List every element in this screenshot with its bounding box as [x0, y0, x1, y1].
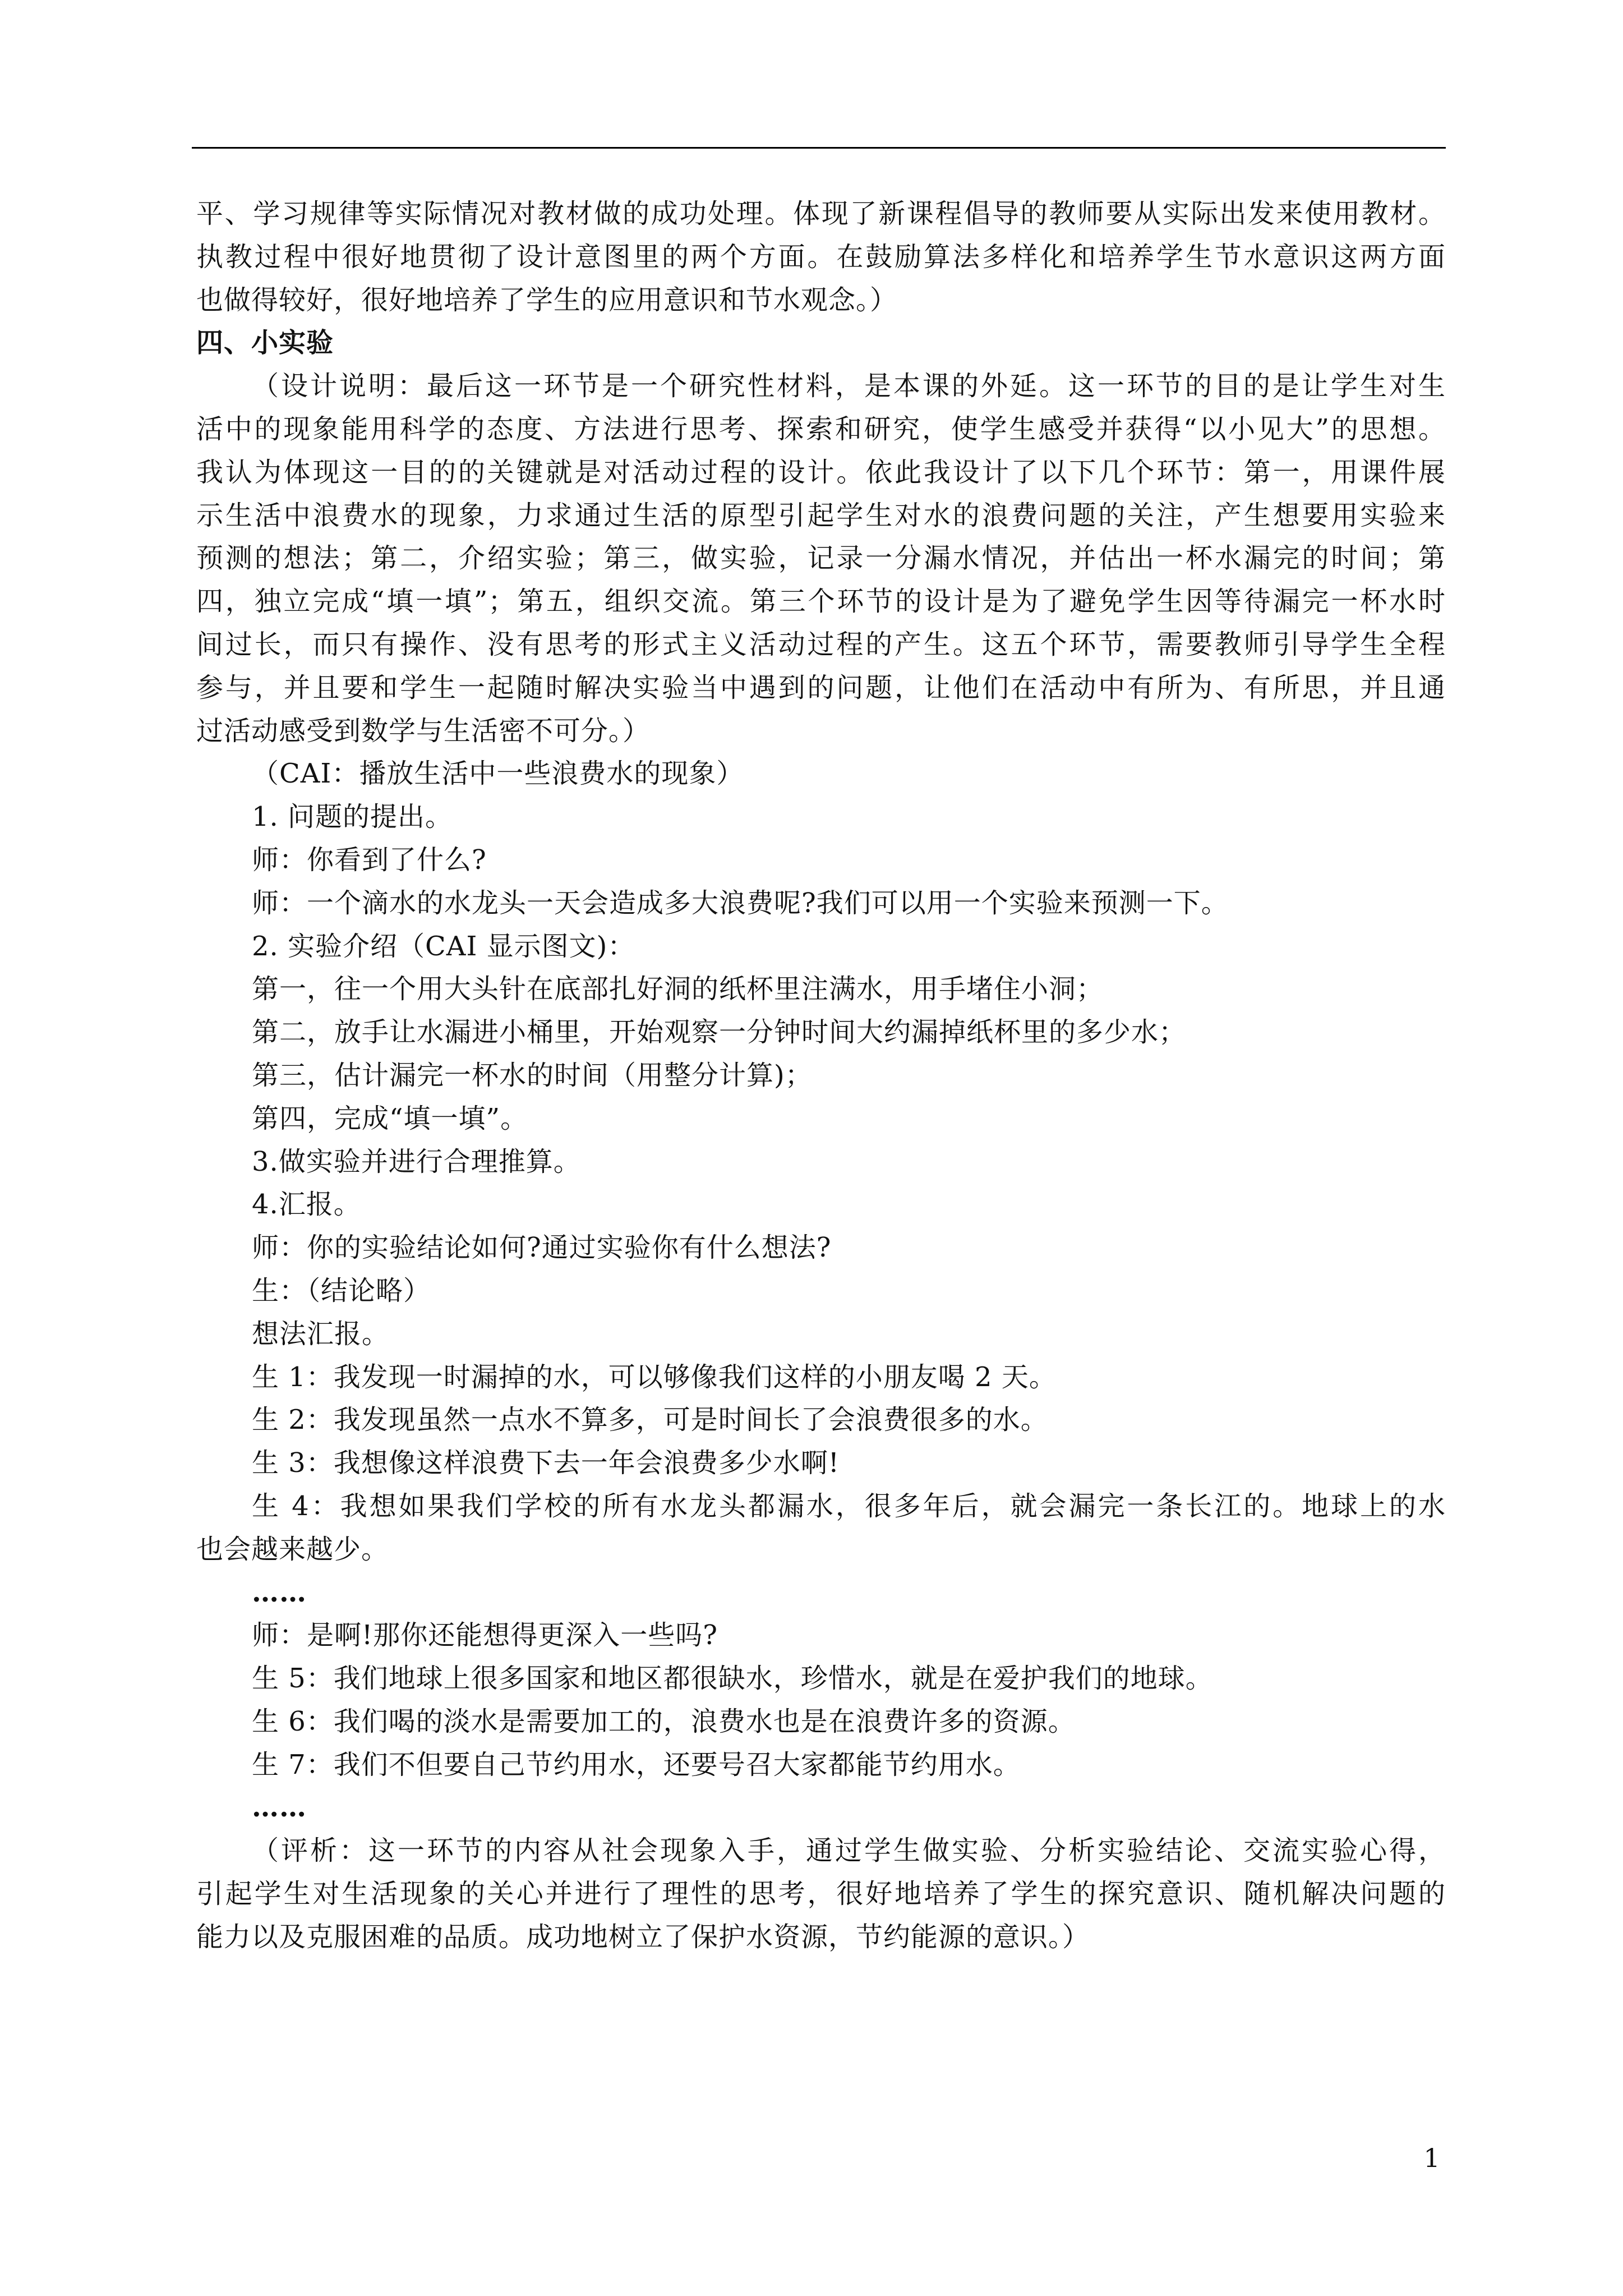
- text-line: 生 1：我发现一时漏掉的水，可以够像我们这样的小朋友喝 2 天。: [252, 1361, 1057, 1393]
- text-line: 生 4：我想如果我们学校的所有水龙头都漏水，很多年后，就会漏完一条长江的。地球上的水: [252, 1490, 1446, 1522]
- text-line: 师：你的实验结论如何?通过实验你有什么想法?: [252, 1232, 832, 1264]
- ellipsis-line: ……: [252, 1576, 307, 1608]
- text-line: 生 2：我发现虽然一点水不算多，可是时间长了会浪费很多的水。: [252, 1404, 1048, 1436]
- text-line: 生 6：我们喝的淡水是需要加工的，浪费水也是在浪费许多的资源。: [252, 1705, 1076, 1737]
- page-number: 1: [1423, 2143, 1440, 2173]
- text-line: 执教过程中很好地贯彻了设计意图里的两个方面。在鼓励算法多样化和培养学生节水意识这两方面: [196, 241, 1446, 273]
- text-line: 生 7：我们不但要自己节约用水，还要号召大家都能节约用水。: [252, 1749, 1021, 1780]
- text-line: （CAI：播放生活中一些浪费水的现象）: [252, 758, 744, 790]
- text-line: 师：是啊!那你还能想得更深入一些吗?: [252, 1619, 718, 1651]
- text-line: 过活动感受到数学与生活密不可分。）: [196, 715, 651, 747]
- text-line: 4.汇报。: [252, 1189, 361, 1221]
- document-body: [196, 192, 1446, 1959]
- section-heading: 四、小实验: [196, 327, 334, 359]
- text-line: 2. 实验介绍（CAI 显示图文)：: [252, 930, 635, 962]
- text-line: 师：你看到了什么?: [252, 844, 487, 876]
- text-line: 平、学习规律等实际情况对教材做的成功处理。体现了新课程倡导的教师要从实际出发来使用教材。: [196, 198, 1446, 229]
- text-line: 第三，估计漏完一杯水的时间（用整分计算)；: [252, 1059, 813, 1091]
- text-line: 生 3：我想像这样浪费下去一年会浪费多少水啊!: [252, 1447, 840, 1479]
- text-line: 生 5：我们地球上很多国家和地区都很缺水，珍惜水，就是在爱护我们的地球。: [252, 1663, 1213, 1695]
- text-line: 生：（结论略）: [252, 1274, 431, 1306]
- text-line: 1. 问题的提出。: [252, 801, 453, 833]
- text-line: 我认为体现这一目的的关键就是对活动过程的设计。依此我设计了以下几个环节：第一，用课件展: [196, 456, 1446, 488]
- ellipsis-line: ……: [252, 1792, 307, 1824]
- text-line: （设计说明：最后这一环节是一个研究性材料，是本课的外延。这一环节的目的是让学生对生: [252, 370, 1446, 402]
- text-line: 第四，完成“填一填”。: [252, 1102, 528, 1134]
- text-line: 参与，并且要和学生一起随时解决实验当中遇到的问题，让他们在活动中有所为、有所思，并且通: [196, 671, 1446, 703]
- text-line: 间过长，而只有操作、没有思考的形式主义活动过程的产生。这五个环节，需要教师引导学生全程: [196, 628, 1446, 660]
- text-line: 示生活中浪费水的现象，力求通过生活的原型引起学生对水的浪费问题的关注，产生想要用实验来: [196, 499, 1446, 531]
- text-line: 也做得较好，很好地培养了学生的应用意识和节水观念。）: [196, 284, 898, 316]
- text-line: （评析：这一环节的内容从社会现象入手，通过学生做实验、分析实验结论、交流实验心得，: [252, 1835, 1446, 1867]
- text-line: 能力以及克服困难的品质。成功地树立了保护水资源，节约能源的意识。）: [196, 1921, 1090, 1953]
- text-line: 四，独立完成“填一填”；第五，组织交流。第三个环节的设计是为了避免学生因等待漏完一杯水时: [196, 586, 1446, 618]
- text-line: 3.做实验并进行合理推算。: [252, 1145, 581, 1177]
- text-line: 师：一个滴水的水龙头一天会造成多大浪费呢?我们可以用一个实验来预测一下。: [252, 887, 1229, 919]
- header-rule: [192, 147, 1446, 149]
- text-line: 活中的现象能用科学的态度、方法进行思考、探索和研究，使学生感受并获得“以小见大”的思想。: [196, 413, 1446, 445]
- text-line: 第二，放手让水漏进小桶里，开始观察一分钟时间大约漏掉纸杯里的多少水；: [252, 1016, 1187, 1048]
- text-line: 第一，往一个用大头针在底部扎好洞的纸杯里注满水，用手堵住小洞；: [252, 973, 1104, 1005]
- text-line: 想法汇报。: [252, 1318, 390, 1350]
- text-line: 预测的想法；第二，介绍实验；第三，做实验，记录一分漏水情况，并估出一杯水漏完的时间；第: [196, 542, 1446, 574]
- text-line: 也会越来越少。: [196, 1533, 389, 1565]
- text-line: 引起学生对生活现象的关心并进行了理性的思考，很好地培养了学生的探究意识、随机解决问题的: [196, 1878, 1446, 1910]
